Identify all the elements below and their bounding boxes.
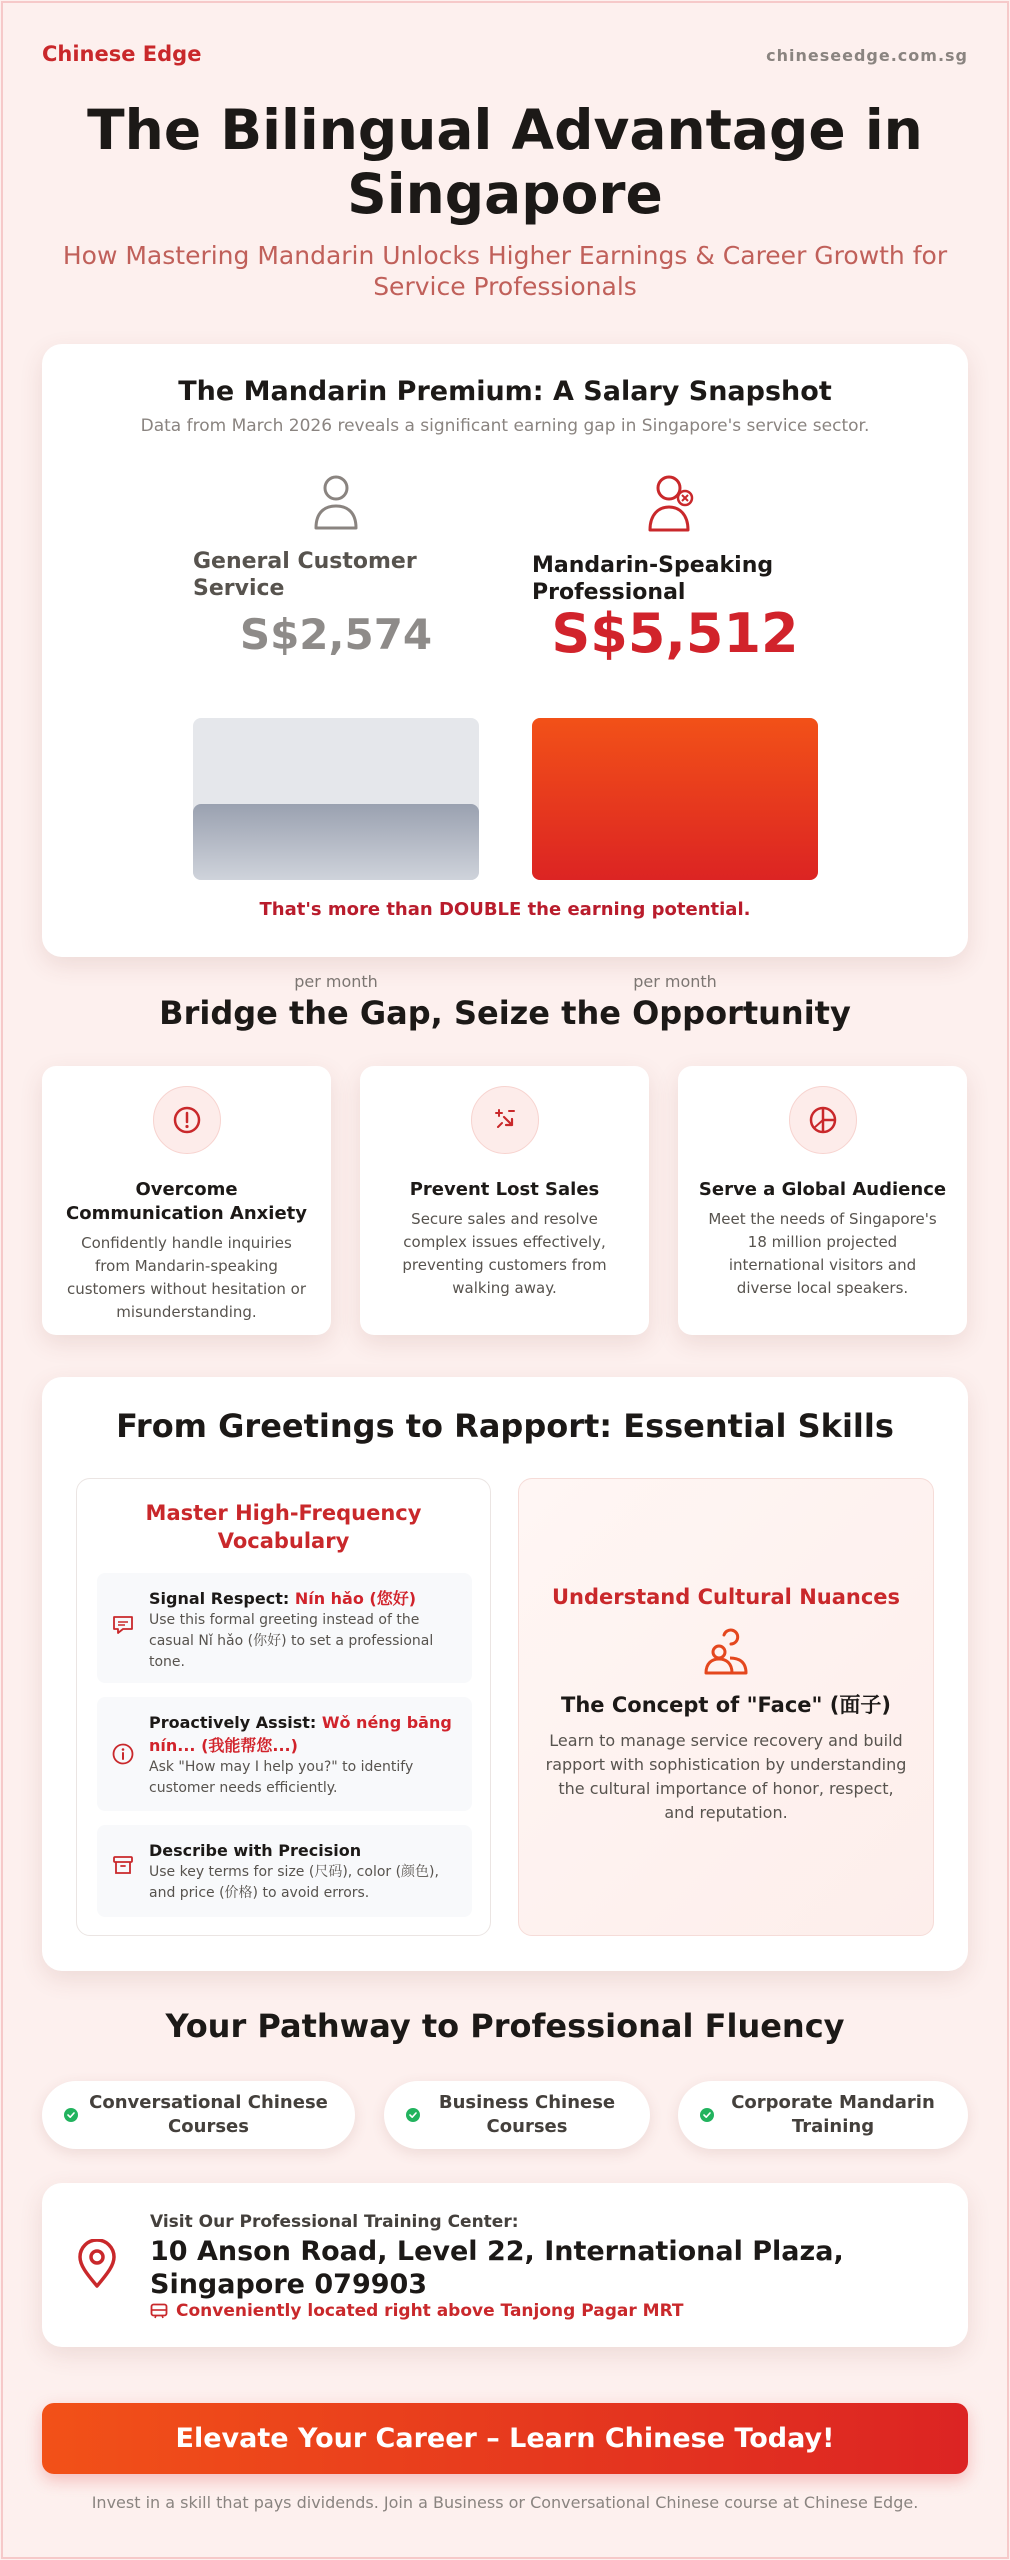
vocab-head: Proactively Assist: (149, 1713, 322, 1732)
vocab-chinese: Wǒ néng bāng nín... (我能帮您...) (149, 1713, 452, 1755)
general-salary-bar (193, 718, 479, 880)
alert-circle-icon (172, 1105, 202, 1135)
vocabulary-item (97, 1573, 472, 1683)
benefit-title: Prevent Lost Sales (409, 1179, 600, 1200)
cta-button[interactable]: Elevate Your Career – Learn Chinese Today! (42, 2403, 968, 2474)
mandarin-salary-bar-fill (532, 718, 818, 880)
hero-subtitle: How Mastering Mandarin Unlocks Higher Earnings & Career Growth for Service Professionals (62, 241, 948, 301)
general-salary-column (193, 472, 479, 991)
benefit-card (360, 1066, 649, 1335)
mrt-text: Conveniently located right above Tanjong Pagar MRT (176, 2301, 684, 2321)
address-text: 10 Anson Road, Level 22, International Plaza, Singapore 079903 (150, 2236, 844, 2300)
course-label: Corporate Mandarin Training (731, 2092, 935, 2137)
general-salary-amount: S$2,574 (239, 610, 433, 659)
benefit-desc: Meet the needs of Singapore's 18 million projected international visitors and diverse local speakers. (708, 1210, 937, 1297)
salary-card (42, 344, 968, 991)
address-card (42, 2183, 968, 2347)
vocabulary-item (97, 1825, 472, 1917)
address-label: Visit Our Professional Training Center: (150, 2212, 519, 2232)
vocabulary-title: Master High-Frequency Vocabulary (145, 1501, 422, 1553)
benefit-desc: Confidently handle inquiries from Mandarin-speaking customers without hesitation or misunderstanding. (66, 1234, 306, 1321)
skills-card (42, 1377, 968, 1971)
archive-icon (111, 1853, 135, 1877)
benefit-desc: Secure sales and resolve complex issues effectively, preventing customers from walking away. (402, 1210, 607, 1297)
mandarin-salary-bar (532, 718, 818, 880)
check-icon (406, 2108, 420, 2122)
brand-logo[interactable]: Chinese Edge (42, 42, 202, 66)
hero-title: The Bilingual Advantage in Singapore (87, 98, 923, 226)
people-face-icon (700, 1625, 752, 1677)
map-pin-icon (76, 2239, 118, 2289)
mandarin-salary-column (532, 472, 818, 991)
site-domain: chineseedge.com.sg (766, 46, 968, 65)
train-icon (150, 2303, 168, 2319)
footer-text: Invest in a skill that pays dividends. Join a Business or Conversational Chinese course at Chinese Edge. (91, 2493, 919, 2512)
sparkle-arrows-icon (490, 1105, 520, 1135)
vocabulary-item (97, 1697, 472, 1811)
general-salary-period: per month (294, 972, 378, 991)
culture-concept: The Concept of "Face" (面子) (561, 1693, 891, 1717)
course-label: Conversational Chinese Courses (89, 2092, 328, 2137)
benefit-card (678, 1066, 967, 1335)
general-salary-label: General Customer Service (193, 549, 417, 601)
course-pill[interactable] (42, 2081, 355, 2149)
message-icon (111, 1613, 135, 1637)
culture-desc: Learn to manage service recovery and build rapport with sophistication by understanding the cultural importance of honor, respect, and reputation. (545, 1731, 907, 1822)
vocab-desc: Use key terms for size (尺码), color (颜色), and price (价格) to avoid errors. (149, 1864, 439, 1901)
info-icon (111, 1742, 135, 1766)
vocab-chinese: Nín hǎo (您好) (294, 1589, 417, 1608)
vocab-desc: Use this formal greeting instead of the casual Nǐ hǎo (你好) to set a professional tone. (149, 1612, 434, 1670)
course-pill[interactable] (384, 2081, 650, 2149)
mandarin-salary-period: per month (633, 972, 717, 991)
culture-panel (518, 1478, 934, 1936)
check-icon (64, 2108, 78, 2122)
benefit-card (42, 1066, 331, 1335)
vocab-head: Signal Respect: (149, 1589, 295, 1608)
mandarin-salary-amount: S$5,512 (551, 602, 799, 665)
skills-title: From Greetings to Rapport: Essential Skills (116, 1407, 894, 1445)
salary-highlight: That's more than DOUBLE the earning potential. (259, 899, 751, 920)
salary-title: The Mandarin Premium: A Salary Snapshot (178, 376, 832, 407)
benefits-title: Bridge the Gap, Seize the Opportunity (159, 994, 851, 1032)
salary-note: Data from March 2026 reveals a significant earning gap in Singapore's service sector. (140, 416, 870, 436)
course-pill[interactable] (678, 2081, 968, 2149)
benefit-title: Overcome Communication Anxiety (66, 1179, 307, 1224)
mandarin-salary-label: Mandarin-Speaking Professional (532, 553, 774, 605)
course-label: Business Chinese Courses (438, 2092, 616, 2137)
culture-title: Understand Cultural Nuances (551, 1585, 901, 1609)
mrt-note (150, 2301, 684, 2321)
globe-icon (808, 1105, 838, 1135)
speaking-person-icon (647, 472, 703, 534)
vocab-head: Describe with Precision (149, 1841, 362, 1860)
pathway-title: Your Pathway to Professional Fluency (165, 2007, 845, 2045)
vocab-desc: Ask "How may I help you?" to identify customer needs efficiently. (149, 1759, 414, 1796)
person-icon (311, 472, 361, 534)
benefit-title: Serve a Global Audience (698, 1179, 947, 1200)
check-icon (700, 2108, 714, 2122)
general-salary-bar-fill (193, 804, 479, 880)
vocabulary-panel (76, 1478, 491, 1936)
